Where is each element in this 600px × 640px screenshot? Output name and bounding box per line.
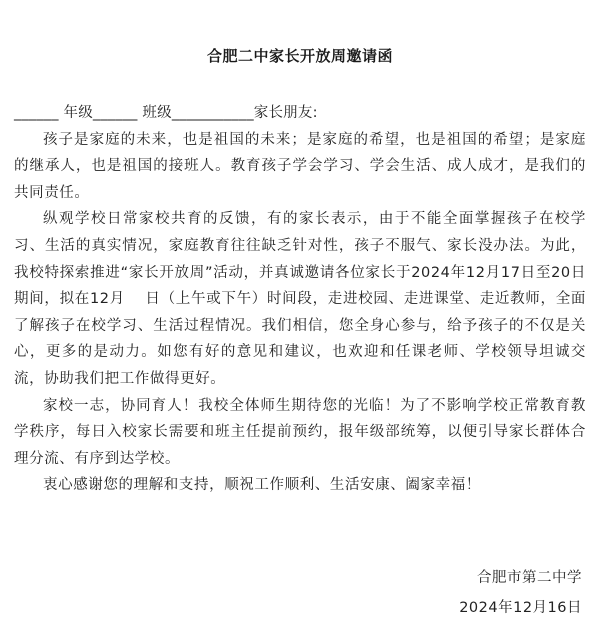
paragraph-2: 纵观学校日常家校共育的反馈，有的家长表示，由于不能全面掌握孩子在校学习、生活的真实情况，家庭教育往往缺乏针对性，孩子不服气、家长没办法。为此，我校特探索推进“家长开放周”活动，并真诚邀请各位家长于2024年12月17日至20日期间，拟在12月 日（上午或下午）时间段，走进校园、走进课堂、走近教师，全面了解孩子在校学习、生活过程情况。我们相信，您全身心参与，给予孩子的不仅是关心，更多的是动力。如您有好的意见和建议，也欢迎和任课老师、学校领导坦诚交流，协助我们把工作做得更好。 (14, 211, 586, 387)
signature-organization: 合肥市第二中学 (477, 570, 582, 586)
salutation-line: ______ 年级______ 班级___________家长朋友: (14, 105, 318, 121)
letter-title: 合肥二中家长开放周邀请函 (206, 47, 393, 65)
letter-body (14, 100, 586, 499)
signature-date: 2024年12月16日 (459, 600, 582, 616)
paragraph-4: 衷心感谢您的理解和支持，顺祝工作顺利、生活安康、阖家幸福！ (43, 477, 481, 494)
paragraph-1: 孩子是家庭的未来，也是祖国的未来；是家庭的希望，也是祖国的希望；是家庭的继承人，也是祖国的接班人。教育孩子学会学习、学会生活、成人成才，是我们的共同责任。 (14, 131, 586, 201)
paragraph-3: 家校一志，协同育人！我校全体师生期待您的光临！为了不影响学校正常教育教学秩序，每日入校家长需要和班主任提前预约，报年级部统筹，以便引导家长群体合理分流、有序到达学校。 (14, 397, 586, 467)
